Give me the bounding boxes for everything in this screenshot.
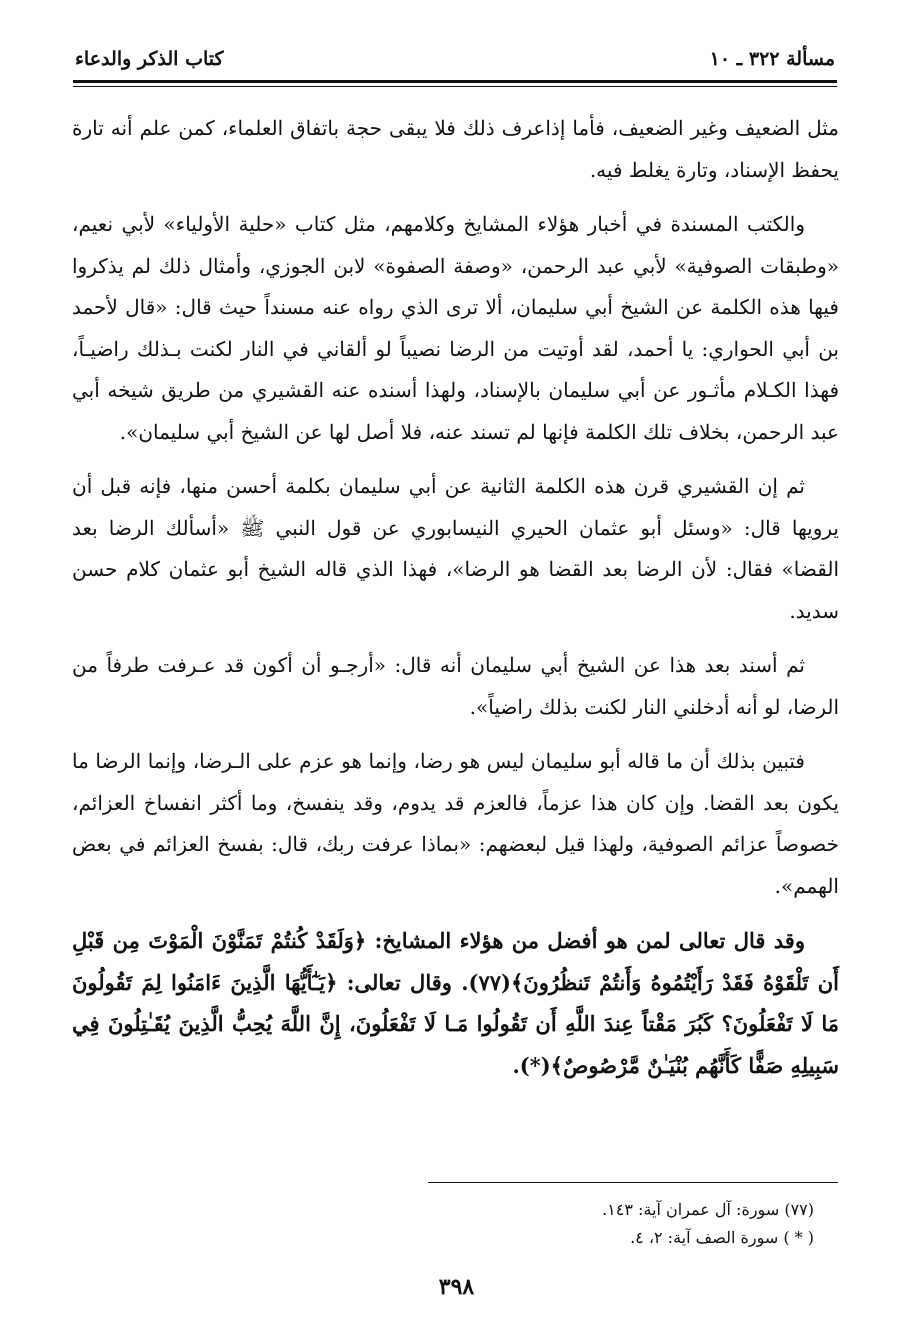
main-text bbox=[72, 108, 839, 1099]
header-book-title: كتاب الذكر والدعاء bbox=[75, 48, 224, 70]
paragraph: فتبين بذلك أن ما قاله أبو سليمان ليس هو رضا، وإنما هو عزم على الـرضا، وإنما الرضا ما يكون بعد القضا. وإن كان هذا عزماً، فالعزم قد يدوم، وقد ينفسخ، وما أكثر انفساخ العزائم، خصوصاً عزائم الصوفية، ولهذا قيل لبعضهم: «بماذا عرفت ربك، قال: بفسخ العزائم في بعض الهمم». bbox=[72, 749, 839, 898]
paragraph: مثل الضعيف وغير الضعيف، فأما إذاعرف ذلك فلا يبقى حجة باتفاق العلماء، كمن علم أنه تارة يحفظ الإسناد، وتارة يغلط فيه. bbox=[72, 116, 839, 182]
paragraph: والكتب المسندة في أخبار هؤلاء المشايخ وكلامهم، مثل كتاب «حلية الأولياء» لأبي نعيم، «وطبقات الصوفية» لأبي عبد الرحمن، «وصفة الصفوة» لابن الجوزي، وأمثال ذلك لم يذكروا فيها هذه الكلمة عن الشيخ أبي سليمان، ألا ترى الذي رواه عنه مسنداً حيث قال: «قال لأحمد بن أبي الحواري: يا أحمد، لقد أوتيت من الرضا نصيباً لو ألقاني في النار لكنت بـذلك راضيـاً، فهذا الكـلام مأثـور عن أبي سليمان بالإسناد، ولهذا أسنده عنه القشيري من طريق شيخه أبي عبد الرحمن، بخلاف تلك الكلمة فإنها لم تسند عنه، فلا أصل لها عن الشيخ أبي سليمان». bbox=[72, 212, 839, 444]
footnotes bbox=[430, 1196, 834, 1252]
header-rule-thin bbox=[73, 86, 837, 87]
footnote: (٧٧) سورة: آل عمران آية: ١٤٣. bbox=[602, 1200, 814, 1219]
paragraph: ثم إن القشيري قرن هذه الكلمة الثانية عن أبي سليمان بكلمة أحسن منها، فإنه قبل أن يرويها قال: «وسئل أبو عثمان الحيري النيسابوري عن قول النبي ﷺ «أسألك الرضا بعد القضا» فقال: لأن الرضا بعد القضا هو الرضا»، فهذا الذي قاله الشيخ أبو عثمان كلام حسن سديد. bbox=[72, 474, 839, 623]
footnote: ( * ) سورة الصف آية: ٢، ٤. bbox=[630, 1228, 814, 1247]
page-number: ٣٩٨ bbox=[438, 1274, 475, 1300]
header-section-number: مسألة ٣٢٢ ـ ١٠ bbox=[709, 48, 835, 70]
footnote-separator bbox=[428, 1182, 838, 1183]
running-header bbox=[75, 44, 835, 78]
header-rule-thick bbox=[73, 80, 837, 83]
paragraph: ثم أسند بعد هذا عن الشيخ أبي سليمان أنه قال: «أرجـو أن أكون قد عـرفت طرفاً من الرضا، لو أنه أدخلني النار لكنت بذلك راضياً». bbox=[72, 653, 839, 719]
paragraph-quran-citation: وقد قال تعالى لمن هو أفضل من هؤلاء المشايخ: ﴿وَلَقَدْ كُنتُمْ تَمَنَّوْنَ الْمَوْتَ مِن قَبْلِ أَن تَلْقَوْهُ فَقَدْ رَأَيْتُمُوهُ وَأَنتُمْ تَنظُرُونَ﴾(٧٧). وقال تعالى: ﴿يَـٰٓأَيُّهَا الَّذِينَ ءَامَنُوا لِمَ تَقُولُونَ مَا لَا تَفْعَلُونَ؟ كَبُرَ مَقْتاً عِندَ اللَّهِ أَن تَقُولُوا مَـا لَا تَفْعَلُونَ، إِنَّ اللَّهَ يُحِبُّ الَّذِينَ يُقَـٰتِلُونَ فِي سَبِيلِهِ صَفًّا كَأَنَّهُم بُنْيَـٰنٌ مَّرْصُوصٌ﴾(*). bbox=[72, 928, 839, 1078]
